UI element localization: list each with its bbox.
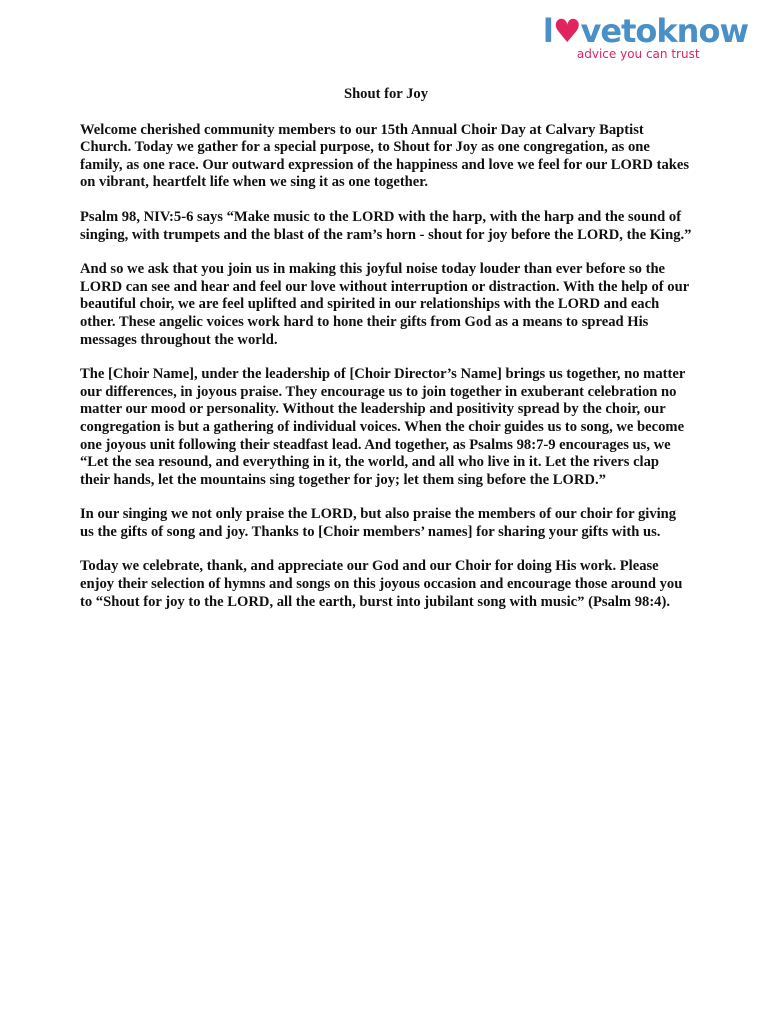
paragraph-joyful-noise: And so we ask that you join us in making this joyful noise today louder than ever before so the LORD can see and hear and feel our love without interruption or distraction. With the help of our beautiful choir, we are feel uplifted and spirited in our relationships with the LORD and each other. These angelic voices work hard to hone their gifts from God as a means to spread His messages throughout the world. xyxy=(80,261,689,348)
document-title: Shout for Joy xyxy=(343,86,429,102)
paragraph-thanks-choir: In our singing we not only praise the LORD, but also praise the members of our choir for giving us the gifts of song and joy. Thanks to [Choir members’ names] for sharing your gifts with us. xyxy=(80,506,677,540)
logo-tagline: advice you can trust xyxy=(576,47,700,61)
lovetoknow-logo[interactable] xyxy=(543,14,748,61)
paragraph-welcome: Welcome cherished community members to our 15th Annual Choir Day at Calvary Baptist Church. Today we gather for a special purpose, to Shout for Joy as one congregation, as one family, as one race. Our outward expression of the happiness and love we feel for our LORD takes on vibrant, heartfelt life when we sing it as one together. xyxy=(80,121,690,191)
paragraph-psalm-98-5-6: Psalm 98, NIV:5-6 says “Make music to the LORD with the harp, with the harp and the sound of singing, with trumpets and the blast of the ram’s horn - shout for joy before the LORD, the King.” xyxy=(80,208,692,243)
document-body xyxy=(80,86,692,628)
paragraph-closing: Today we celebrate, thank, and appreciate our God and our Choir for doing His work. Please enjoy their selection of hymns and songs on this joyous occasion and encourage those around you to “Shout for joy to the LORD, all the earth, burst into jubilant song with music” (Psalm 98:4). xyxy=(80,558,683,610)
logo-wordmark: l♥vetoknow xyxy=(542,12,748,50)
heart-icon: ♥ xyxy=(552,12,581,50)
paragraph-choir-leadership: The [Choir Name], under the leadership of [Choir Director’s Name] brings us together, no matter our differences, in joyous praise. They encourage us to join together in exuberant celebration no matter our mood or personality. Without the leadership and positivity spread by the choir, our congregation is but a gathering of individual voices. When the choir guides us to song, we become one joyous unit following their steadfast lead. And together, as Psalms 98:7-9 encourages us, we “Let the sea resound, and everything in it, the world, and all who live in it. Let the rivers clap their hands, let the mountains sing together for joy; let them sing before the LORD.” xyxy=(80,366,686,488)
